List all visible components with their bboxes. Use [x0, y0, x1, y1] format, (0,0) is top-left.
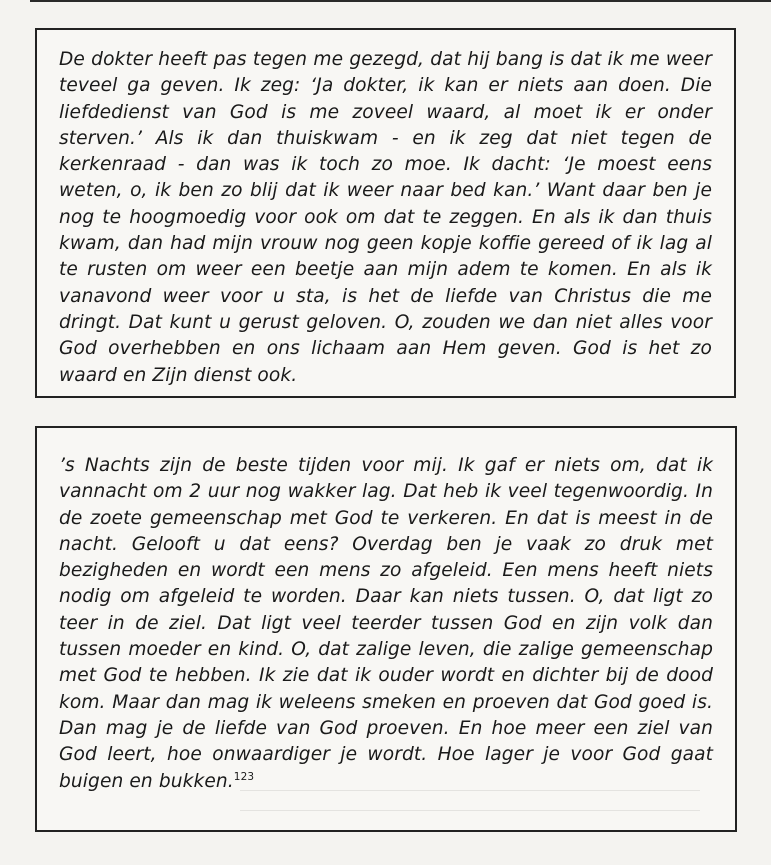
quote-text-1: [59, 47, 712, 389]
quote-2-body: ’s Nachts zijn de beste tijden voor mij. Ik gaf er niets om, dat ik vannacht om 2 uur nog wakker lag. Dat heb ik veel tegenwoordig. In de zoete gemeenschap met God te verkeren. En dat is meest in de nacht. Gelooft u dat eens? Overdag ben je vaak zo druk met bezigheden en wordt een mens zo afgeleid. Een mens heeft niets nodig om afgeleid te worden. Daar kan niets tussen. O, dat ligt zo teer in de ziel. Dat ligt veel teerder tussen God en zijn volk dan tussen moeder en kind. O, dat zalige leven, die zalige gemeenschap met God te hebben. Ik zie dat ik ouder wordt en dichter bij de dood kom. Maar dan mag ik weleens smeken en proeven dat God goed is. Dan mag je de liefde van God proeven. En hoe meer een ziel van God leert, hoe onwaardiger je wordt. Hoe lager je voor God gaat buigen en bukken.: [59, 455, 713, 792]
footnote-marker: 123: [233, 770, 255, 783]
top-rule: [30, 0, 771, 2]
quote-text-2: [59, 453, 713, 795]
quote-box-1: [35, 28, 736, 398]
quote-1-body: De dokter heeft pas tegen me gezegd, dat hij bang is dat ik me weer teveel ga geven. Ik zeg: ‘Ja dokter, ik kan er niets aan doen. Die liefdedienst van God is me zoveel waard, al moet ik er onder sterven.’ Als ik dan thuiskwam - en ik zeg dat niet tegen de kerkenraad - dan was ik toch zo moe. Ik dacht: ‘Je moest eens weten, o, ik ben zo blij dat ik weer naar bed kan.’ Want daar ben je nog te hoogmoedig voor ook om dat te zeggen. En als ik dan thuis kwam, dan had mijn vrouw nog geen kopje koffie gereed of ik lag al te rusten om weer een beetje aan mijn adem te komen. En als ik vanavond weer voor u sta, is het de liefde van Christus die me dringt. Dat kunt u gerust geloven. O, zouden we dan niet alles voor God overhebben en ons lichaam aan Hem geven. God is het zo waard en Zijn dienst ook.: [59, 49, 712, 386]
quote-box-2: [35, 426, 737, 832]
